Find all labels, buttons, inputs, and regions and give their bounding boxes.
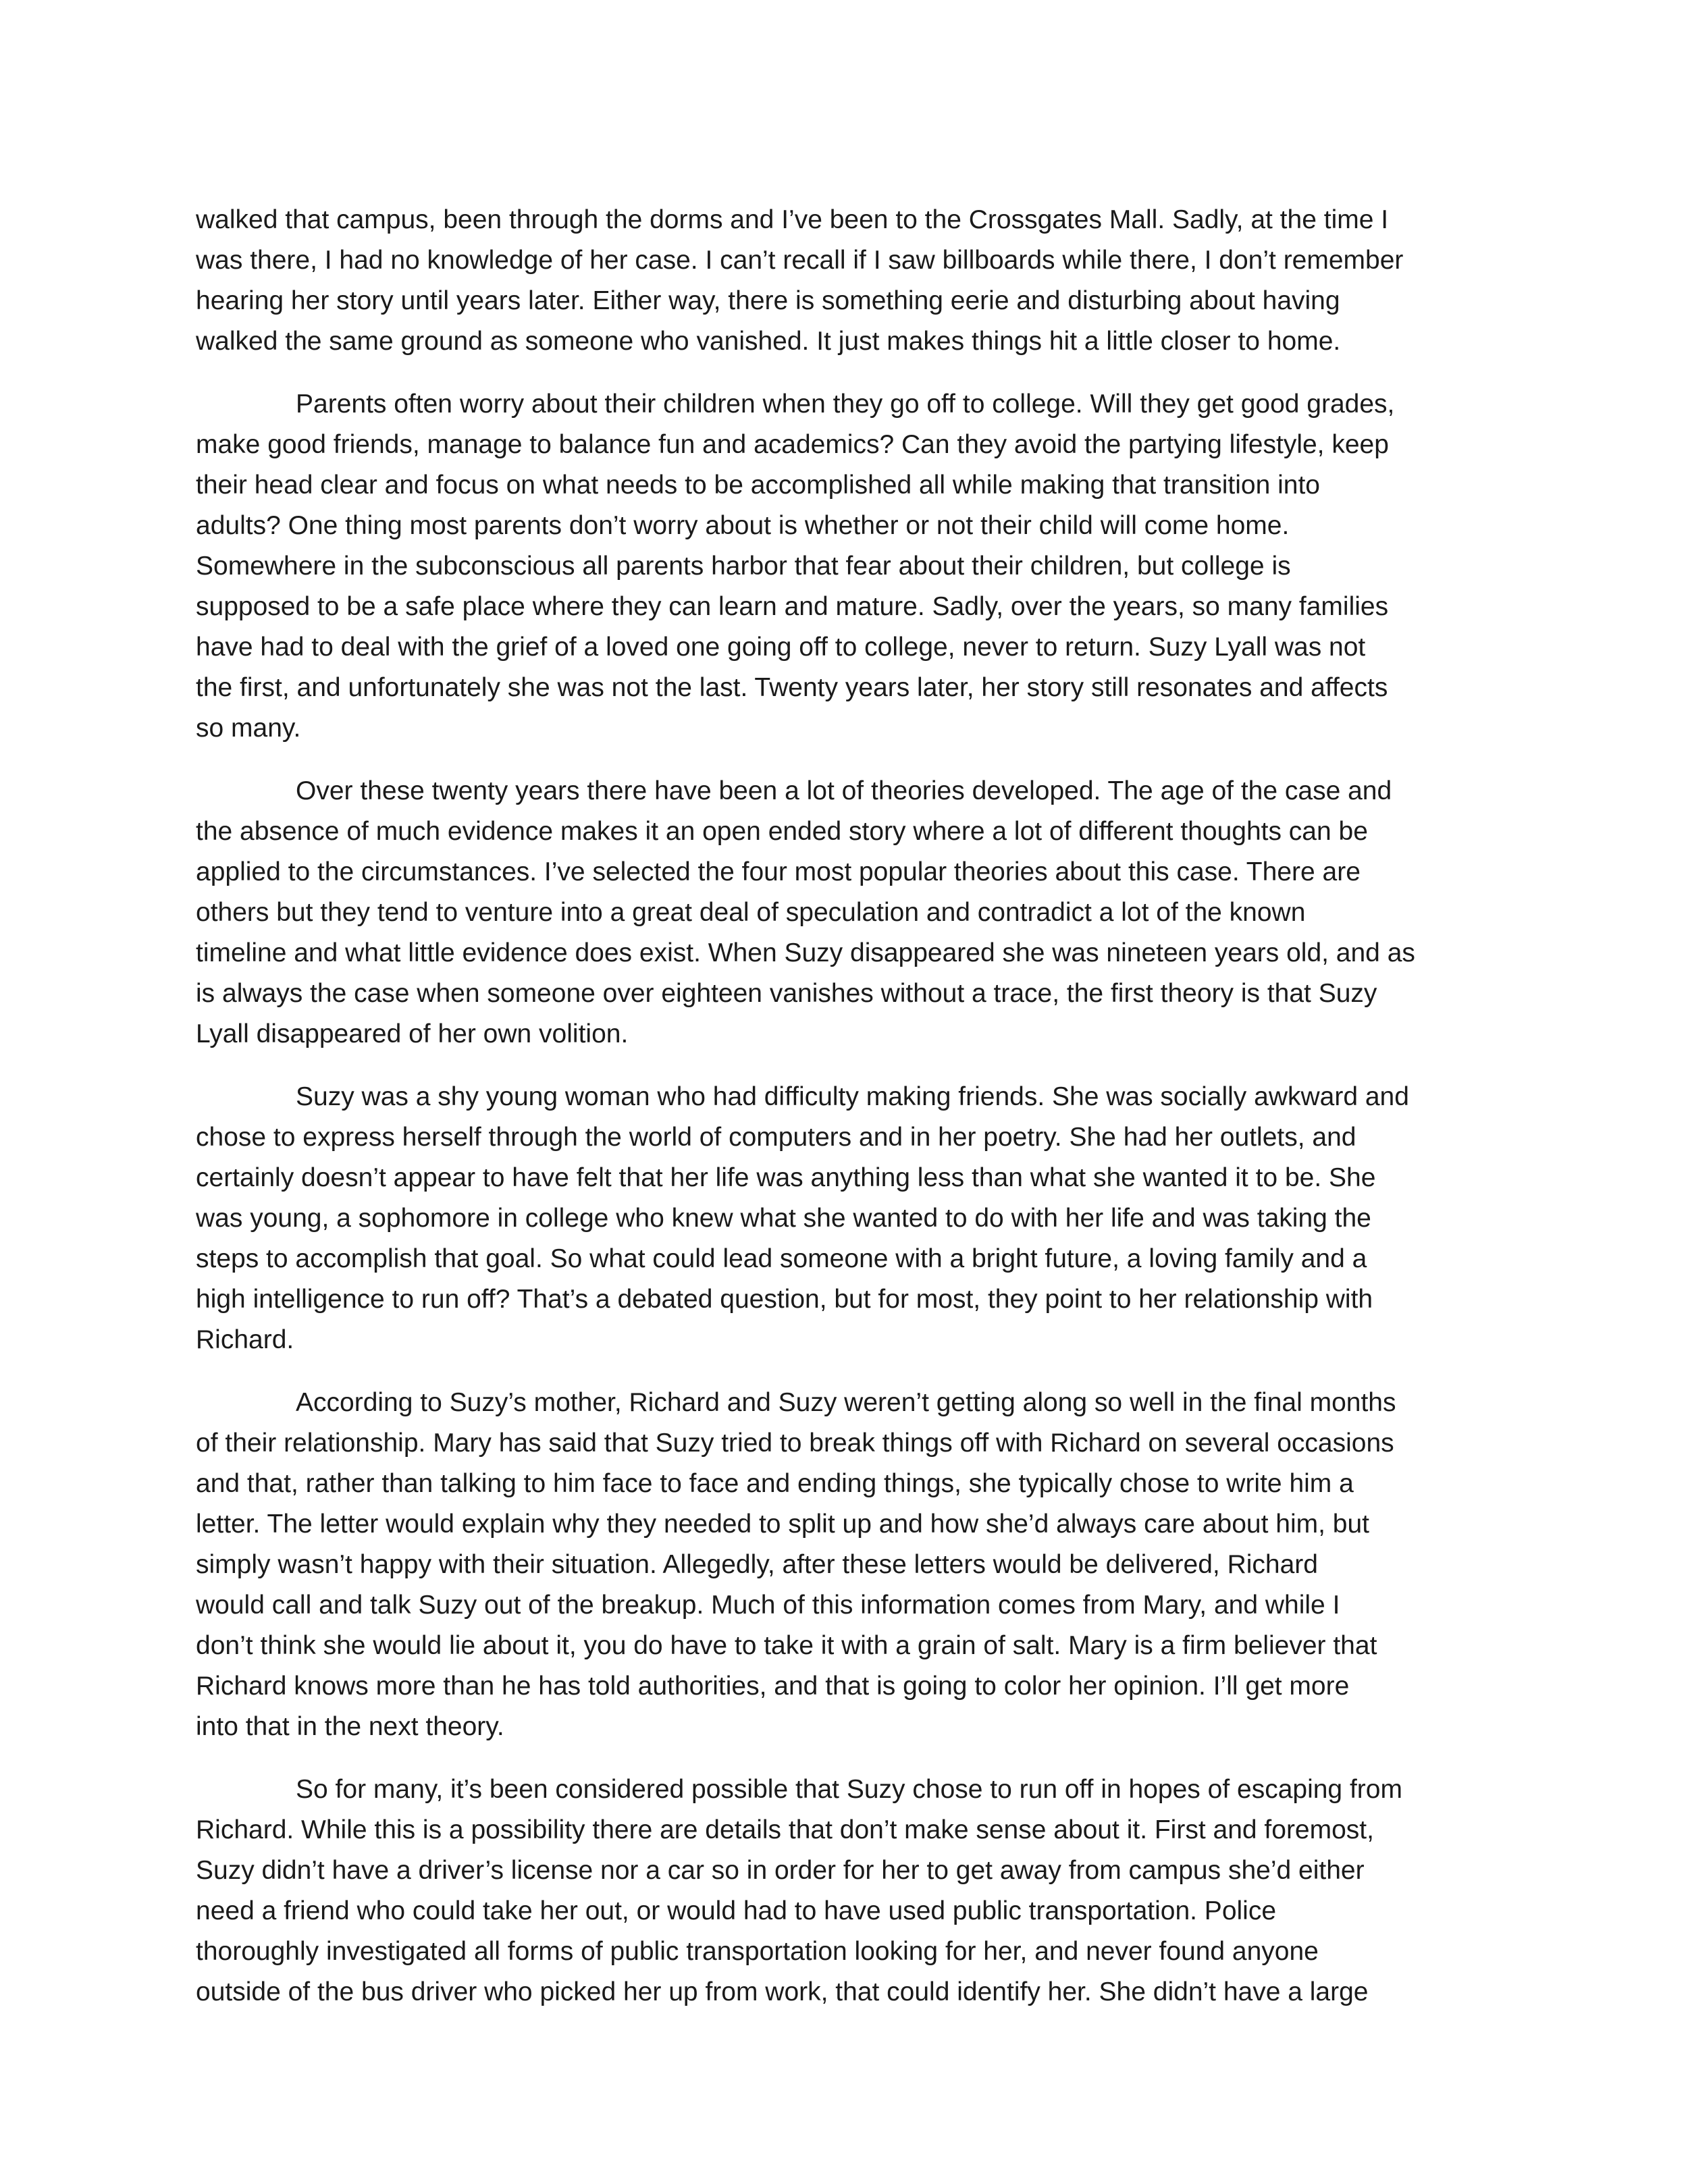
paragraph xyxy=(196,384,1492,749)
document-page xyxy=(196,200,1492,2035)
text-line: outside of the bus driver who picked her up from work, that could identify her. She didn’t have a large xyxy=(196,1977,1369,2006)
text-line: was young, a sophomore in college who knew what she wanted to do with her life and was taking the xyxy=(196,1204,1371,1233)
text-line: the absence of much evidence makes it an open ended story where a lot of different thoughts can be xyxy=(196,817,1368,846)
text-line: would call and talk Suzy out of the breakup. Much of this information comes from Mary, and while I xyxy=(196,1591,1340,1620)
text-line: simply wasn’t happy with their situation. Allegedly, after these letters would be delivered, Richard xyxy=(196,1550,1318,1579)
text-line: of their relationship. Mary has said that Suzy tried to break things off with Richard on several occasions xyxy=(196,1429,1394,1458)
text-line: Richard knows more than he has told authorities, and that is going to color her opinion. I’ll get more xyxy=(196,1672,1350,1701)
text-line: chose to express herself through the world of computers and in her poetry. She had her outlets, and xyxy=(196,1123,1356,1152)
text-line: steps to accomplish that goal. So what could lead someone with a bright future, a loving family and a xyxy=(196,1244,1367,1273)
text-line: Over these twenty years there have been a lot of theories developed. The age of the case and xyxy=(296,776,1392,805)
text-line: supposed to be a safe place where they can learn and mature. Sadly, over the years, so many families xyxy=(196,592,1389,621)
text-line: letter. The letter would explain why they needed to split up and how she’d always care about him, but xyxy=(196,1510,1369,1539)
text-line: have had to deal with the grief of a loved one going off to college, never to return. Suzy Lyall was not xyxy=(196,633,1366,662)
paragraph xyxy=(196,1077,1492,1360)
text-line: So for many, it’s been considered possible that Suzy chose to run off in hopes of escaping from xyxy=(296,1775,1402,1804)
text-line: walked that campus, been through the dorms and I’ve been to the Crossgates Mall. Sadly, at the time I xyxy=(196,205,1389,234)
text-line: walked the same ground as someone who vanished. It just makes things hit a little closer to home. xyxy=(196,327,1341,356)
text-line: Parents often worry about their children when they go off to college. Will they get good grades, xyxy=(296,390,1395,419)
paragraph xyxy=(196,771,1492,1055)
paragraph xyxy=(196,200,1492,362)
text-line: Richard. xyxy=(196,1325,294,1354)
text-line: into that in the next theory. xyxy=(196,1712,504,1741)
text-line: Suzy didn’t have a driver’s license nor a car so in order for her to get away from campus she’d either xyxy=(196,1856,1365,1885)
text-line: was there, I had no knowledge of her case. I can’t recall if I saw billboards while there, I don’t remember xyxy=(196,246,1404,275)
text-line: don’t think she would lie about it, you do have to take it with a grain of salt. Mary is a firm believer that xyxy=(196,1631,1377,1660)
text-line: need a friend who could take her out, or would had to have used public transportation. Police xyxy=(196,1896,1277,1925)
text-line: so many. xyxy=(196,714,301,743)
text-line: According to Suzy’s mother, Richard and Suzy weren’t getting along so well in the final months xyxy=(296,1388,1396,1417)
text-line: and that, rather than talking to him face to face and ending things, she typically chose to write him a xyxy=(196,1469,1354,1498)
text-line: Somewhere in the subconscious all parents harbor that fear about their children, but college is xyxy=(196,552,1291,581)
text-line: certainly doesn’t appear to have felt that her life was anything less than what she wanted it to be. She xyxy=(196,1163,1376,1192)
text-line: timeline and what little evidence does exist. When Suzy disappeared she was nineteen years old, and as xyxy=(196,938,1415,967)
text-line: the first, and unfortunately she was not the last. Twenty years later, her story still resonates and affects xyxy=(196,673,1388,702)
text-line: applied to the circumstances. I’ve selected the four most popular theories about this case. There are xyxy=(196,857,1361,886)
text-line: their head clear and focus on what needs to be accomplished all while making that transition into xyxy=(196,471,1320,500)
text-line: make good friends, manage to balance fun and academics? Can they avoid the partying lifestyle, keep xyxy=(196,430,1389,459)
text-line: Lyall disappeared of her own volition. xyxy=(196,1019,629,1048)
paragraph xyxy=(196,1769,1492,2013)
text-line: is always the case when someone over eighteen vanishes without a trace, the first theory is that Suzy xyxy=(196,979,1377,1008)
text-line: Richard. While this is a possibility there are details that don’t make sense about it. First and foremost, xyxy=(196,1815,1374,1844)
text-line: high intelligence to run off? That’s a debated question, but for most, they point to her relationship with xyxy=(196,1285,1373,1314)
text-line: others but they tend to venture into a great deal of speculation and contradict a lot of the known xyxy=(196,898,1306,927)
text-line: Suzy was a shy young woman who had difficulty making friends. She was socially awkward and xyxy=(296,1082,1409,1111)
text-line: adults? One thing most parents don’t worry about is whether or not their child will come home. xyxy=(196,511,1290,540)
text-line: hearing her story until years later. Either way, there is something eerie and disturbing about having xyxy=(196,286,1340,315)
paragraph xyxy=(196,1383,1492,1747)
text-line: thoroughly investigated all forms of public transportation looking for her, and never found anyone xyxy=(196,1937,1319,1966)
